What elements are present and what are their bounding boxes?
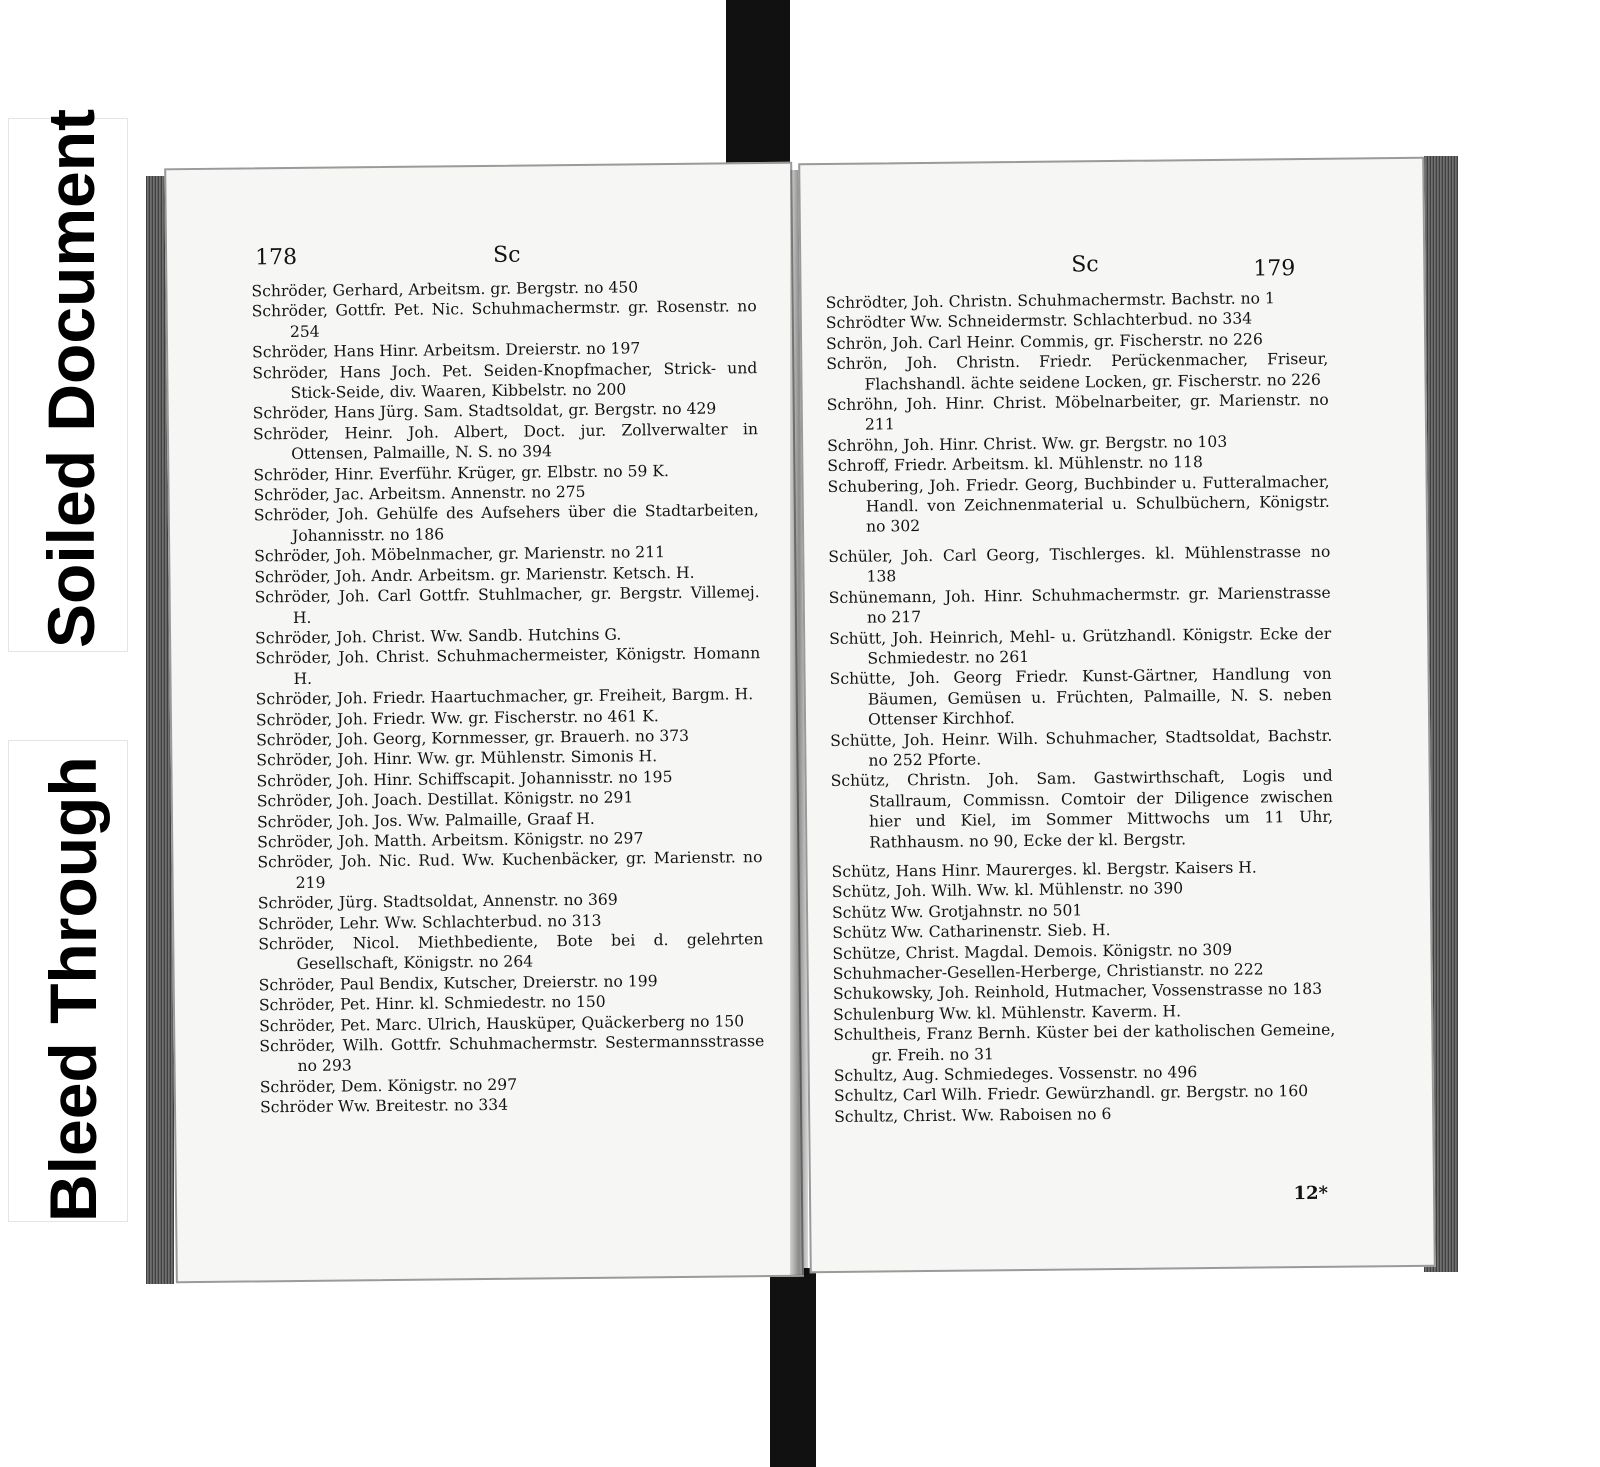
left-entry-list — [251, 276, 765, 1118]
list-item: Schultz, Christ. Ww. Raboisen no 6 — [834, 1104, 1112, 1126]
list-item: Schröder, Joh. Hinr. Schiffscapit. Johannisstr. no 195 — [256, 767, 673, 791]
list-item: Schröder, Jac. Arbeitsm. Annenstr. no 275 — [253, 482, 586, 505]
list-item: Schrödter Ww. Schneidermstr. Schlachterbud. no 334 — [825, 309, 1253, 333]
bleed-through-label: Bleed Through — [36, 756, 110, 1222]
list-item: Schröder, Hans Jürg. Sam. Stadtsoldat, gr. Bergstr. no 429 — [252, 399, 717, 423]
list-item: Schröder, Joh. Carl Gottfr. Stuhlmacher, gr. Bergstr. Villemej. H. — [254, 583, 760, 627]
signature-mark: 12* — [1293, 1182, 1329, 1205]
list-item: Schröder, Gottfr. Pet. Nic. Schuhmachermstr. gr. Rosenstr. no 254 — [251, 297, 757, 341]
list-item: Schütte, Joh. Georg Friedr. Kunst-Gärtner, Handlung von Bäumen, Gemüsen u. Früchten, Palmaille, N. S. neben Ottenser Kirchhof. — [829, 665, 1332, 729]
list-item: Schütt, Joh. Heinrich, Mehl- u. Grützhandl. Königstr. Ecke der Schmiedestr. no 261 — [829, 624, 1332, 668]
list-item: Schrön, Joh. Carl Heinr. Commis, gr. Fischerstr. no 226 — [826, 330, 1263, 353]
list-item: Schultz, Aug. Schmiedeges. Vossenstr. no 496 — [833, 1063, 1198, 1086]
list-item: Schütz Ww. Catharinenstr. Sieb. H. — [832, 921, 1111, 943]
list-item: Schröder, Joh. Nic. Rud. Ww. Kuchenbäcker, gr. Marienstr. no 219 — [257, 848, 763, 892]
right-page — [798, 157, 1436, 1273]
right-page-number: 179 — [1253, 256, 1296, 282]
list-item: Schröder, Nicol. Miethbediente, Bote bei d. gelehrten Gesellschaft, Königstr. no 264 — [258, 930, 764, 974]
list-item: Schröder, Joh. Gehülfe des Aufsehers über die Stadtarbeiten, Johannisstr. no 186 — [253, 501, 759, 545]
list-item: Schröder, Dem. Königstr. no 297 — [259, 1075, 518, 1097]
list-item: Schröder, Joh. Joach. Destillat. Königstr. no 291 — [256, 788, 634, 811]
list-item: Schröder, Joh. Matth. Arbeitsm. Königstr. no 297 — [257, 829, 644, 852]
soiled-document-label: Soiled Document — [34, 108, 108, 648]
list-item: Schröder, Jürg. Stadtsoldat, Annenstr. no 369 — [257, 890, 618, 913]
top-clip-bar — [726, 0, 790, 168]
list-item: Schütz, Hans Hinr. Maurerges. kl. Bergstr. Kaisers H. — [831, 858, 1257, 881]
list-item: Schroff, Friedr. Arbeitsm. kl. Mühlenstr. no 118 — [827, 453, 1203, 476]
list-item: Schütze, Christ. Magdal. Demois. Königstr. no 309 — [832, 940, 1233, 963]
list-item: Schröder, Joh. Christ. Schuhmachermeister, Königstr. Homann H. — [255, 644, 761, 688]
list-item: Schröder Ww. Breitestr. no 334 — [259, 1096, 509, 1117]
list-item: Schröder, Hans Hinr. Arbeitsm. Dreierstr. no 197 — [252, 339, 641, 362]
list-item: Schröder, Joh. Friedr. Haartuchmacher, gr. Freiheit, Bargm. H. — [255, 685, 754, 709]
list-item: Schultheis, Franz Bernh. Küster bei der katholischen Gemeine, gr. Freih. no 31 — [833, 1020, 1336, 1065]
list-item: Schünemann, Joh. Hinr. Schuhmachermstr. gr. Marienstrasse no 217 — [828, 583, 1331, 627]
list-item: Schuhmacher-Gesellen-Herberge, Christianstr. no 222 — [832, 960, 1264, 983]
list-item: Schrön, Joh. Christn. Friedr. Perückenmacher, Friseur, Flachshandl. ächte seidene Locken, gr. Fischerstr. no 226 — [826, 349, 1329, 394]
list-item: Schröder, Joh. Möbelnmacher, gr. Marienstr. no 211 — [254, 543, 666, 566]
list-item: Schröder, Joh. Hinr. Ww. gr. Mühlenstr. Simonis H. — [256, 747, 658, 770]
right-entry-list — [826, 288, 1337, 1127]
list-item: Schütz, Christn. Joh. Sam. Gastwirthschaft, Logis und Stallraum, Commissn. Comtoir der Diligence zwischen hier und Kiel, im Sommer Mittwochs um 11 Uhr, Rathhausm. no 90, Ecke der kl. Bergstr. — [830, 767, 1334, 852]
list-item: Schultz, Carl Wilh. Friedr. Gewürzhandl. gr. Bergstr. no 160 — [833, 1082, 1309, 1106]
list-item: Schröder, Paul Bendix, Kutscher, Dreierstr. no 199 — [258, 972, 658, 995]
list-item: Schröder, Joh. Georg, Kornmesser, gr. Brauerh. no 373 — [256, 726, 690, 750]
list-item: Schröder, Joh. Jos. Ww. Palmaille, Graaf H. — [256, 809, 595, 831]
list-item: Schubering, Joh. Friedr. Georg, Buchbinder u. Futteralmacher, Handl. von Zeichnenmaterial u. Schulbüchern, Königstr. no 302 — [827, 472, 1330, 537]
list-item: Schröder, Wilh. Gottfr. Schuhmachermstr. Sestermannsstrasse no 293 — [259, 1032, 765, 1076]
list-item: Schröder, Pet. Hinr. kl. Schmiedestr. no 150 — [258, 992, 606, 1015]
left-page-number: 178 — [254, 244, 298, 271]
list-item: Schröder, Gerhard, Arbeitsm. gr. Bergstr. no 450 — [251, 278, 639, 301]
list-item: Schütte, Joh. Heinr. Wilh. Schuhmacher, Stadtsoldat, Bachstr. no 252 Pforte. — [830, 726, 1333, 770]
list-item: Schröder, Heinr. Joh. Albert, Doct. jur. Zollverwalter in Ottensen, Palmaille, N. S. no 394 — [252, 419, 759, 464]
list-item: Schröder, Hinr. Everführ. Krüger, gr. Elbstr. no 59 K. — [253, 461, 670, 485]
list-item: Schröder, Joh. Friedr. Ww. gr. Fischerstr. no 461 K. — [255, 706, 659, 729]
list-item: Schütz, Joh. Wilh. Ww. kl. Mühlenstr. no 390 — [831, 879, 1184, 902]
list-item: Schröder, Joh. Andr. Arbeitsm. gr. Marienstr. Ketsch. H. — [254, 563, 695, 587]
list-item: Schröder, Hans Joch. Pet. Seiden-Knopfmacher, Strick- und Stick-Seide, div. Waaren, Kibbelstr. no 200 — [252, 358, 758, 403]
list-item: Schütz Ww. Grotjahnstr. no 501 — [831, 901, 1083, 922]
list-item: Schröder, Joh. Christ. Ww. Sandb. Hutchins G. — [255, 625, 622, 648]
left-page — [164, 162, 804, 1284]
right-page-header: Sc — [1071, 252, 1099, 278]
list-item: Schröhn, Joh. Hinr. Christ. Ww. gr. Bergstr. no 103 — [827, 432, 1228, 455]
left-page-header: Sc — [492, 242, 521, 268]
list-item: Schüler, Joh. Carl Georg, Tischlerges. kl. Mühlenstrasse no 138 — [828, 542, 1331, 586]
bottom-clip-bar — [770, 1268, 816, 1467]
list-item: Schrödter, Joh. Christn. Schuhmachermstr. Bachstr. no 1 — [825, 289, 1275, 313]
list-item: Schröder, Lehr. Ww. Schlachterbud. no 313 — [258, 911, 602, 933]
list-item: Schulenburg Ww. kl. Mühlenstr. Kaverm. H. — [833, 1002, 1182, 1024]
list-item: Schröhn, Joh. Hinr. Christ. Möbelnarbeiter, gr. Marienstr. no 211 — [826, 390, 1329, 435]
list-item: Schukowsky, Joh. Reinhold, Hutmacher, Vossenstrasse no 183 — [832, 980, 1323, 1004]
list-item: Schröder, Pet. Marc. Ulrich, Hausküper, Quäckerberg no 150 — [259, 1011, 745, 1035]
